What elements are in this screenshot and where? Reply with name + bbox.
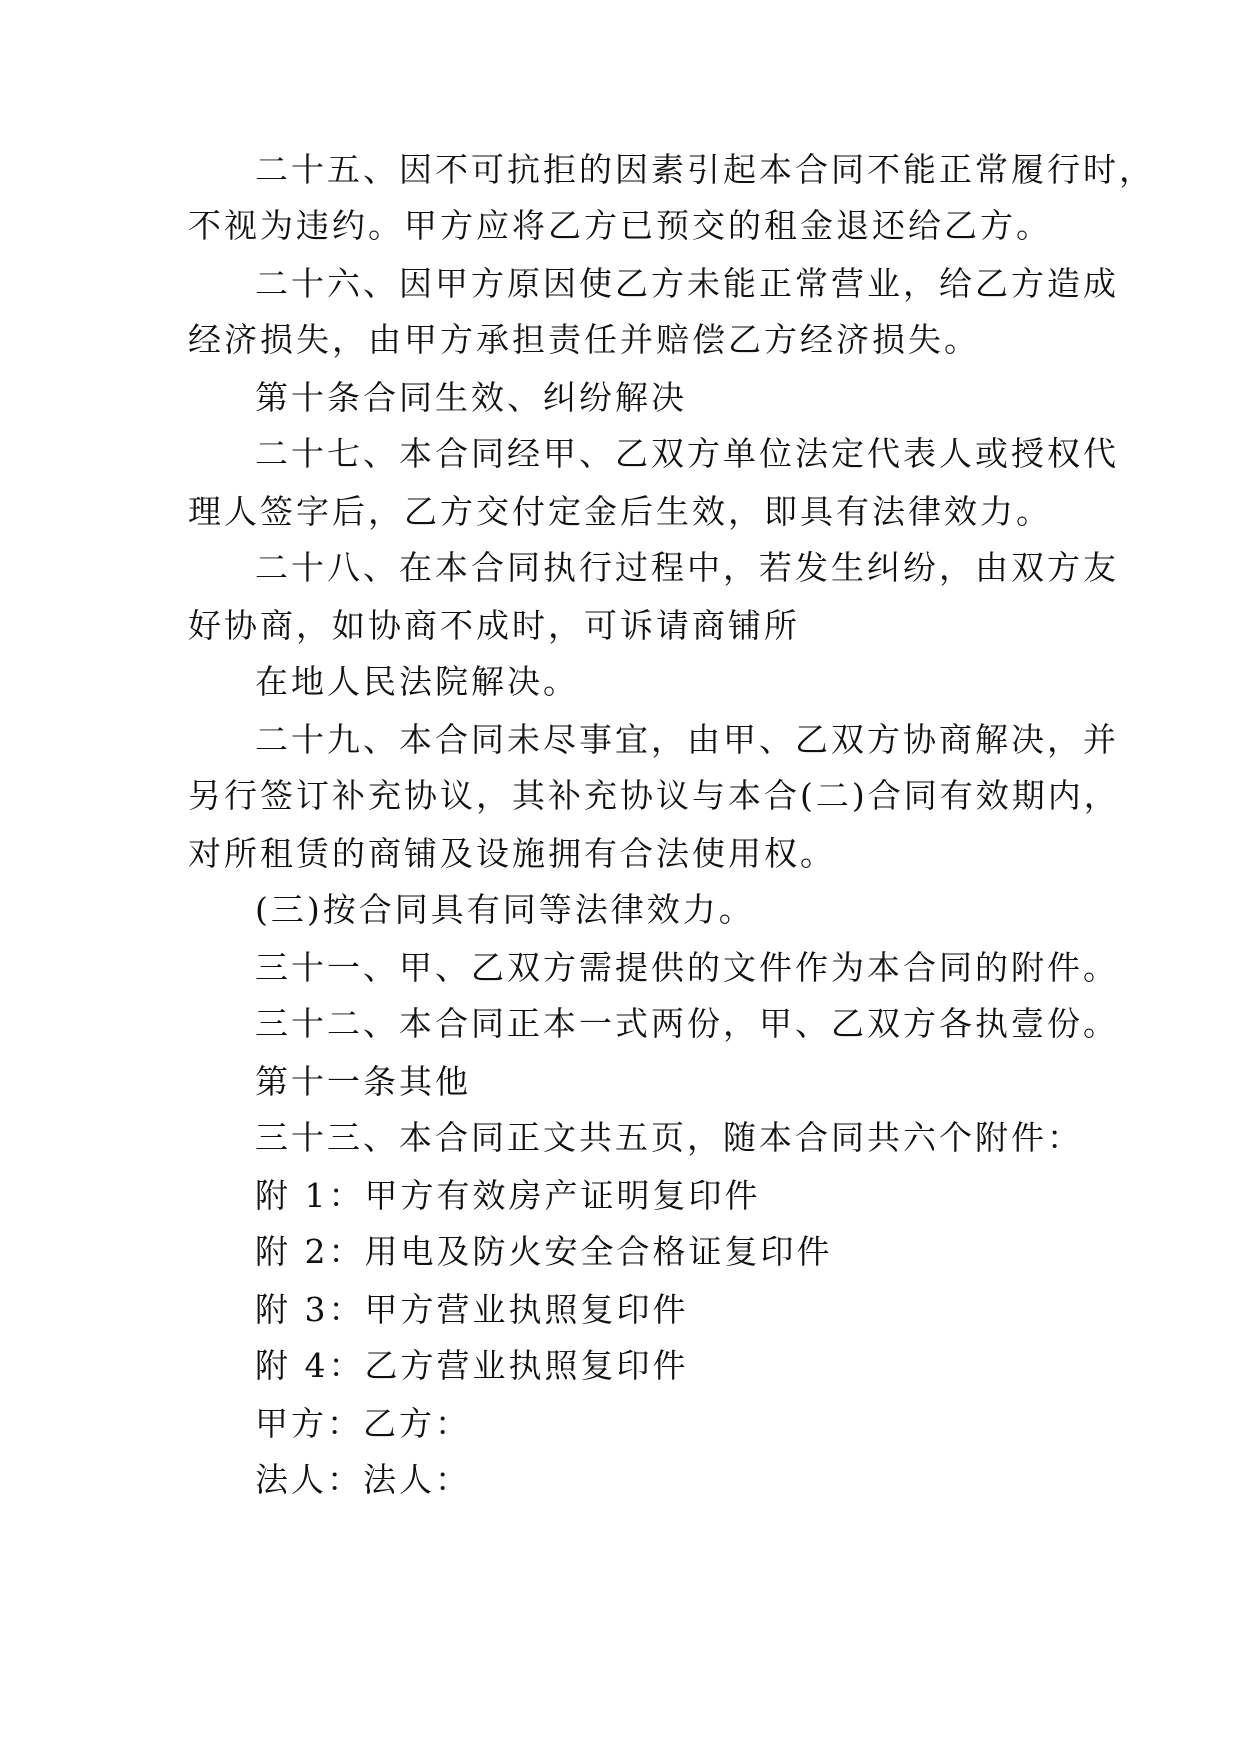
signature-legal-person-line: 法人：法人： xyxy=(255,1460,471,1499)
paragraph-line-26b: 经济损失，由甲方承担责任并赔偿乙方经济损失。 xyxy=(188,320,980,359)
paragraph-line-29b: 另行签订补充协议，其补充协议与本合(二)合同有效期内， xyxy=(188,776,1120,815)
paragraph-line-28b: 好协商，如协商不成时，可诉请商铺所 xyxy=(188,606,800,645)
attachment-item-1: 附 1：甲方有效房产证明复印件 xyxy=(255,1176,761,1215)
paragraph-line-26a: 二十六、因甲方原因使乙方未能正常营业，给乙方造成 xyxy=(255,264,1119,303)
signature-parties-line: 甲方：乙方： xyxy=(255,1404,471,1443)
paragraph-line-28a: 二十八、在本合同执行过程中，若发生纠纷，由双方友 xyxy=(255,548,1119,587)
attachment-item-3: 附 3：甲方营业执照复印件 xyxy=(255,1290,689,1329)
paragraph-line-33: 三十三、本合同正文共五页，随本合同共六个附件： xyxy=(255,1118,1083,1157)
paragraph-line-30: (三)按合同具有同等法律效力。 xyxy=(255,890,755,929)
paragraph-line-28c: 在地人民法院解决。 xyxy=(255,662,579,701)
attachment-item-4: 附 4：乙方营业执照复印件 xyxy=(255,1346,689,1385)
section-heading-10: 第十条合同生效、纠纷解决 xyxy=(255,378,687,417)
section-heading-11: 第十一条其他 xyxy=(255,1062,471,1101)
paragraph-line-27a: 二十七、本合同经甲、乙双方单位法定代表人或授权代 xyxy=(255,434,1119,473)
paragraph-line-25a: 二十五、因不可抗拒的因素引起本合同不能正常履行时， xyxy=(255,150,1155,189)
paragraph-line-25b: 不视为违约。甲方应将乙方已预交的租金退还给乙方。 xyxy=(188,206,1052,245)
paragraph-line-27b: 理人签字后，乙方交付定金后生效，即具有法律效力。 xyxy=(188,492,1052,531)
paragraph-line-29a: 二十九、本合同未尽事宜，由甲、乙双方协商解决，并 xyxy=(255,720,1119,759)
paragraph-line-31: 三十一、甲、乙双方需提供的文件作为本合同的附件。 xyxy=(255,948,1119,987)
attachment-item-2: 附 2：用电及防火安全合格证复印件 xyxy=(255,1232,833,1271)
paragraph-line-32: 三十二、本合同正本一式两份，甲、乙双方各执壹份。 xyxy=(255,1004,1119,1043)
paragraph-line-29c: 对所租赁的商铺及设施拥有合法使用权。 xyxy=(188,834,836,873)
